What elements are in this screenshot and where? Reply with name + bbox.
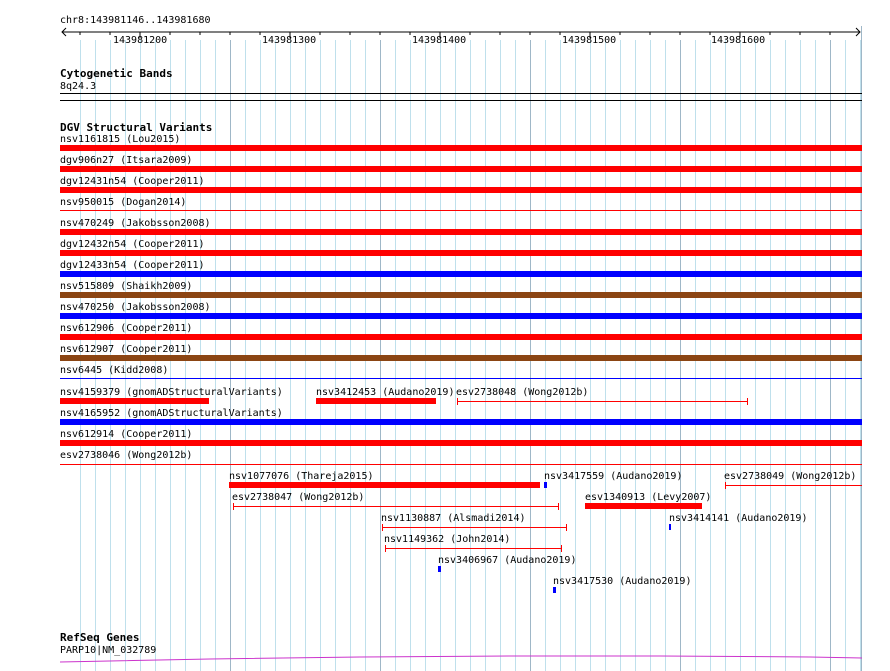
variant-bar[interactable] — [60, 313, 862, 319]
coordinate-range: chr8:143981146..143981680 — [60, 15, 211, 26]
variant-label[interactable]: nsv515809 (Shaikh2009) — [60, 281, 193, 292]
variant-bar[interactable] — [60, 210, 862, 211]
cyto-band-bar-lower — [60, 100, 862, 101]
variant-label[interactable]: nsv470249 (Jakobsson2008) — [60, 218, 211, 229]
variant-label-nsv1149362[interactable]: nsv1149362 (John2014) — [384, 534, 511, 545]
variant-bar-nsv3417530[interactable] — [553, 587, 556, 593]
track-title-refseq-genes: RefSeq Genes — [60, 631, 140, 644]
variant-cap-right — [561, 545, 562, 552]
gene-label-parp10[interactable]: PARP10|NM_032789 — [60, 645, 157, 656]
variant-cap-left — [385, 545, 386, 552]
variant-label-nsv3406967[interactable]: nsv3406967 (Audano2019) — [438, 555, 577, 566]
variant-bar-nsv4159379[interactable] — [60, 398, 209, 404]
variant-bar-nsv612914[interactable] — [60, 440, 862, 446]
variant-label-nsv4159379[interactable]: nsv4159379 (gnomADStructuralVariants) — [60, 387, 283, 398]
variant-bar[interactable] — [60, 250, 862, 256]
variant-cap-left — [725, 482, 726, 489]
variant-bar-nsv1149362[interactable] — [385, 548, 562, 549]
variant-label-nsv612914[interactable]: nsv612914 (Cooper2011) — [60, 429, 193, 440]
variant-bar[interactable] — [60, 334, 862, 340]
variant-label-nsv3414141[interactable]: nsv3414141 (Audano2019) — [669, 513, 808, 524]
variant-bar[interactable] — [60, 187, 862, 193]
variant-bar-nsv3412453[interactable] — [316, 398, 436, 404]
variant-bar-esv2738048[interactable] — [457, 401, 748, 402]
ruler-tick-label: 143981500 — [562, 35, 617, 46]
ruler-tick-label: 143981600 — [711, 35, 766, 46]
variant-label-nsv1130887[interactable]: nsv1130887 (Alsmadi2014) — [381, 513, 526, 524]
track-title-cytogenetic-bands: Cytogenetic Bands — [60, 67, 173, 80]
variant-label-esv2738047[interactable]: esv2738047 (Wong2012b) — [232, 492, 365, 503]
variant-label-esv2738049[interactable]: esv2738049 (Wong2012b) — [724, 471, 857, 482]
variant-bar-nsv1130887[interactable] — [382, 527, 567, 528]
variant-cap-right — [566, 524, 567, 531]
variant-bar-esv1340913[interactable] — [585, 503, 702, 509]
variant-label[interactable]: nsv612907 (Cooper2011) — [60, 344, 193, 355]
variant-bar[interactable] — [60, 145, 862, 151]
variant-label[interactable]: nsv950015 (Dogan2014) — [60, 197, 187, 208]
variant-label[interactable]: dgv906n27 (Itsara2009) — [60, 155, 193, 166]
cyto-band-label[interactable]: 8q24.3 — [60, 81, 97, 92]
variant-label[interactable]: nsv470250 (Jakobsson2008) — [60, 302, 211, 313]
variant-label-esv2738048[interactable]: esv2738048 (Wong2012b) — [456, 387, 589, 398]
variant-label[interactable]: dgv12432n54 (Cooper2011) — [60, 239, 205, 250]
variant-bar-esv2738047[interactable] — [233, 506, 559, 507]
variant-label-esv2738046[interactable]: esv2738046 (Wong2012b) — [60, 450, 193, 461]
variant-bar-nsv3414141[interactable] — [669, 524, 671, 530]
variant-bar[interactable] — [60, 229, 862, 235]
variant-bar-nsv3417559[interactable] — [544, 482, 547, 488]
variant-bar-nsv3406967[interactable] — [438, 566, 441, 572]
gene-model-parp10[interactable] — [60, 654, 862, 664]
variant-bar[interactable] — [60, 355, 862, 361]
variant-label-esv1340913[interactable]: esv1340913 (Levy2007) — [585, 492, 712, 503]
variant-bar[interactable] — [60, 292, 862, 298]
variant-bar-nsv1077076[interactable] — [229, 482, 540, 488]
variant-label-nsv3412453[interactable]: nsv3412453 (Audano2019) — [316, 387, 455, 398]
variant-bar[interactable] — [60, 271, 862, 277]
variant-cap-left — [382, 524, 383, 531]
variant-label-nsv3417530[interactable]: nsv3417530 (Audano2019) — [553, 576, 692, 587]
variant-bar[interactable] — [60, 378, 862, 379]
variant-label[interactable]: dgv12433n54 (Cooper2011) — [60, 260, 205, 271]
variant-label-nsv1077076[interactable]: nsv1077076 (Thareja2015) — [229, 471, 374, 482]
ruler-tick-label: 143981200 — [113, 35, 168, 46]
variant-bar-nsv4165952[interactable] — [60, 419, 862, 425]
variant-bar-esv2738049[interactable] — [725, 485, 862, 486]
track-title-dgv-structural-variants: DGV Structural Variants — [60, 121, 213, 134]
ruler-tick-label: 143981300 — [262, 35, 317, 46]
variant-bar-esv2738046[interactable] — [60, 464, 862, 465]
variant-cap-right — [558, 503, 559, 510]
cyto-band-bar[interactable] — [60, 93, 862, 94]
variant-cap-right — [747, 398, 748, 405]
variant-label[interactable]: nsv1161815 (Lou2015) — [60, 134, 181, 145]
variant-cap-left — [233, 503, 234, 510]
variant-bar[interactable] — [60, 166, 862, 172]
variant-label-nsv4165952[interactable]: nsv4165952 (gnomADStructuralVariants) — [60, 408, 283, 419]
variant-cap-left — [457, 398, 458, 405]
variant-label[interactable]: nsv612906 (Cooper2011) — [60, 323, 193, 334]
variant-label[interactable]: nsv6445 (Kidd2008) — [60, 365, 169, 376]
variant-label-nsv3417559[interactable]: nsv3417559 (Audano2019) — [544, 471, 683, 482]
ruler-tick-label: 143981400 — [412, 35, 467, 46]
variant-label[interactable]: dgv12431n54 (Cooper2011) — [60, 176, 205, 187]
